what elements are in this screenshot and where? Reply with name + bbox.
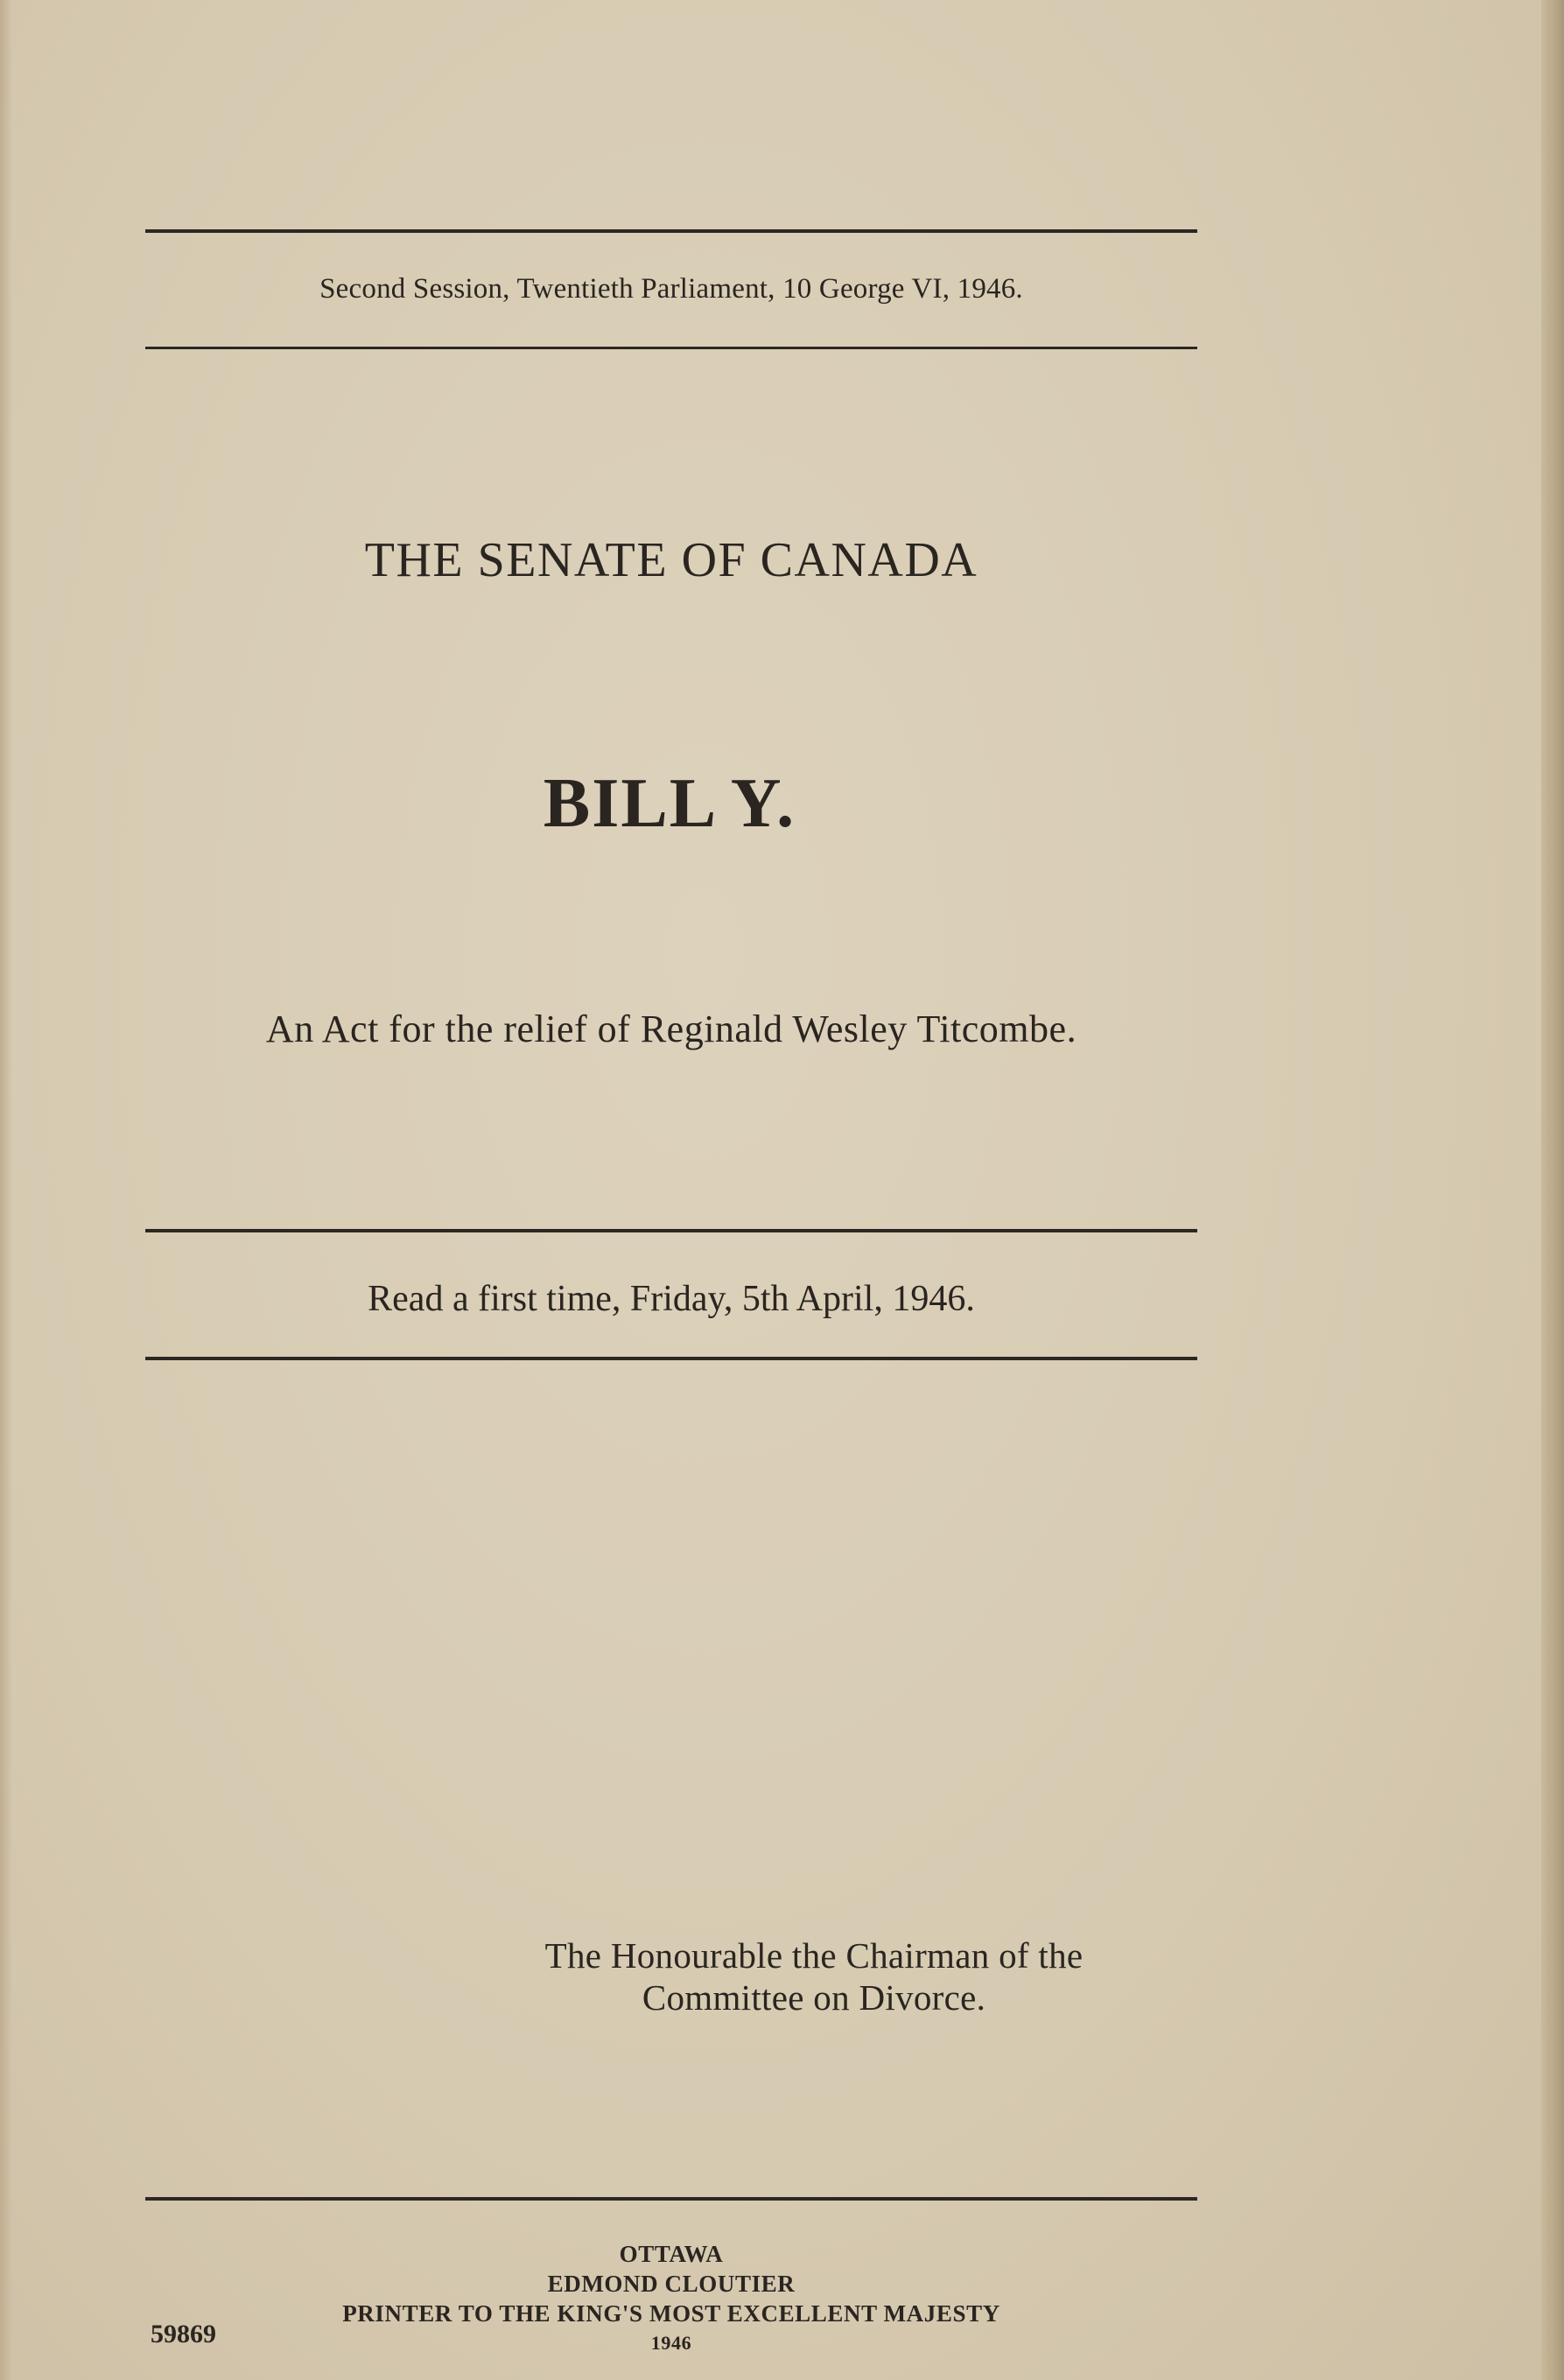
imprint-printer-title: PRINTER TO THE KING'S MOST EXCELLENT MAJESTY bbox=[342, 2300, 1000, 2327]
imprint-year: 1946 bbox=[650, 2332, 692, 2354]
bill-title: BILL Y. bbox=[543, 765, 796, 842]
sponsor-line-2: Committee on Divorce. bbox=[642, 1977, 986, 2018]
page-right-edge bbox=[1541, 0, 1564, 2380]
imprint-printer: EDMOND CLOUTIER bbox=[547, 2271, 796, 2297]
footer-rule bbox=[145, 2197, 1197, 2201]
reading-bottom-rule bbox=[145, 1357, 1197, 1360]
document-number: 59869 bbox=[151, 2320, 216, 2348]
reading-top-rule bbox=[145, 1229, 1197, 1232]
house-heading: THE SENATE OF CANADA bbox=[364, 533, 978, 587]
imprint-city: OTTAWA bbox=[619, 2241, 724, 2267]
session-line: Second Session, Twentieth Parliament, 10 George VI, 1946. bbox=[319, 273, 1023, 305]
page-left-edge bbox=[0, 0, 12, 2380]
session-bottom-rule bbox=[145, 347, 1197, 349]
act-title: An Act for the relief of Reginald Wesley Titcombe. bbox=[265, 1007, 1077, 1050]
reading-line: Read a first time, Friday, 5th April, 1946. bbox=[368, 1279, 975, 1319]
sponsor-line-1: The Honourable the Chairman of the bbox=[544, 1935, 1084, 1976]
top-rule bbox=[145, 229, 1197, 233]
